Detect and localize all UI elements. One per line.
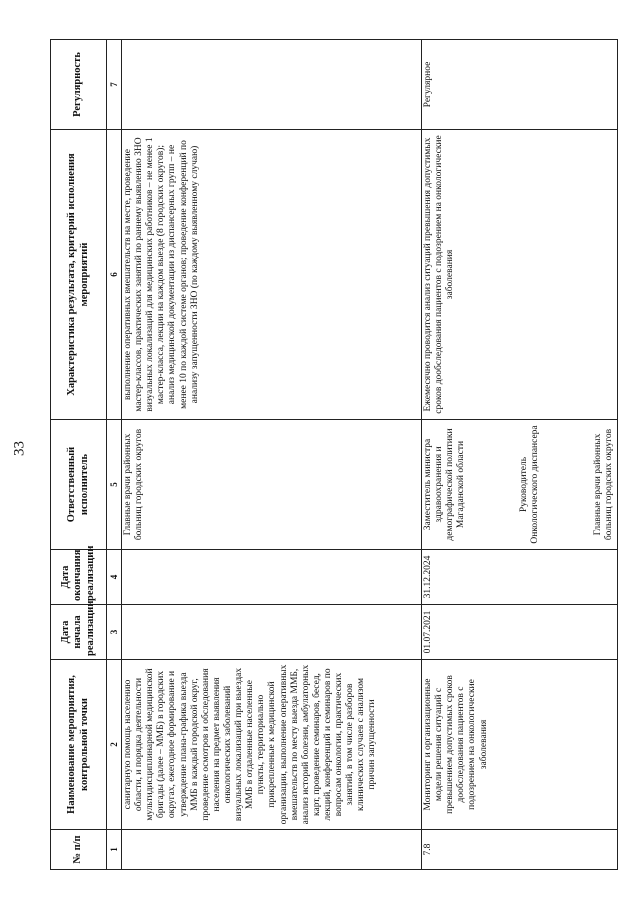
column-number: 3 (107, 605, 122, 660)
responsible-oncology-head: Руководитель Онкологического диспансера (519, 425, 541, 544)
column-number: 7 (107, 40, 122, 130)
rotated-page (50, 40, 620, 870)
header-num: № п/п (51, 830, 107, 870)
activity-name: Мониторинг и организационные модели решения ситуаций с превышением допустимых сроков дообследования пациентов с подозрением на онкологические заболевания (422, 660, 618, 830)
header-result: Характеристика результата, критерий исполнения мероприятий (51, 130, 107, 420)
column-number: 2 (107, 660, 122, 830)
end-date: 31.12.2024 (422, 550, 618, 605)
result-description: выполнение оперативных вмешательств на месте, проведение мастер-классов, практических занятий по раннему выявлению ЗНО визуальных локализаций для медицинских работников – не менее 1 мастер-класса, лекции на каждом выезде (8 городских округов); анализ медицинской документации из диспансерных групп – не менее 10 по каждой системе органов; проведение конференций по анализу запущенности ЗНО (по каждому выявленному случаю) (122, 130, 422, 420)
plan-table (50, 39, 618, 870)
column-number: 1 (107, 830, 122, 870)
table-row (422, 40, 618, 870)
header-name: Наименование мероприятия, контрольной точки (51, 660, 107, 830)
regularity: Регулярное (422, 40, 618, 130)
regularity (122, 40, 422, 130)
end-date (122, 550, 422, 605)
activity-name: санитарную помощь населению области, и порядка деятельности мультидисциплинарной медицинской бригады (далее – ММБ) в городских округах, ежегодное формирование и утверждение плана-графика выезда ММБ в каждый городской округ, проведение осмотров и обследования населения на предмет выявления онкологических заболеваний визуальных локализаций при выездах ММБ в отдаленные населенные пункты, территориально прикрепленные к медицинской организации, выполнение оперативных вмешательств по месту выезда ММБ, анализ историй болезни, амбулаторных карт, проведение семинаров, бесед, лекций, конференций и семинаров по вопросам онкологии, практических занятий, в том числе разборов клинических случаев с анализом причин запущенности (122, 660, 422, 830)
page-number: 33 (11, 441, 28, 456)
result-description: Ежемесячно проводится анализ ситуаций превышения допустимых сроков дообследования пациентов с подозрением на онкологические заболевания (422, 130, 618, 420)
row-number: 7.8 (422, 830, 618, 870)
header-regularity: Регулярность (51, 40, 107, 130)
row-number (122, 830, 422, 870)
header-row (51, 40, 107, 870)
responsible-chief-doctors: Главные врачи районных больниц городских округов (592, 428, 614, 541)
column-number: 4 (107, 550, 122, 605)
header-start: Дата начала реализации (51, 605, 107, 660)
start-date: 01.07.2021 (422, 605, 618, 660)
start-date (122, 605, 422, 660)
responsible: Главные врачи районных больниц городских округов (122, 420, 422, 550)
responsible-cell (422, 420, 618, 550)
header-responsible: Ответственный исполнитель (51, 420, 107, 550)
column-number: 5 (107, 420, 122, 550)
table-row (122, 40, 422, 870)
column-number: 6 (107, 130, 122, 420)
column-number-row (107, 40, 122, 870)
responsible-deputy-minister: Заместитель министра здравоохранения и демографической политики Магаданской области (423, 428, 467, 541)
header-end: Дата окончания реализации (51, 550, 107, 605)
